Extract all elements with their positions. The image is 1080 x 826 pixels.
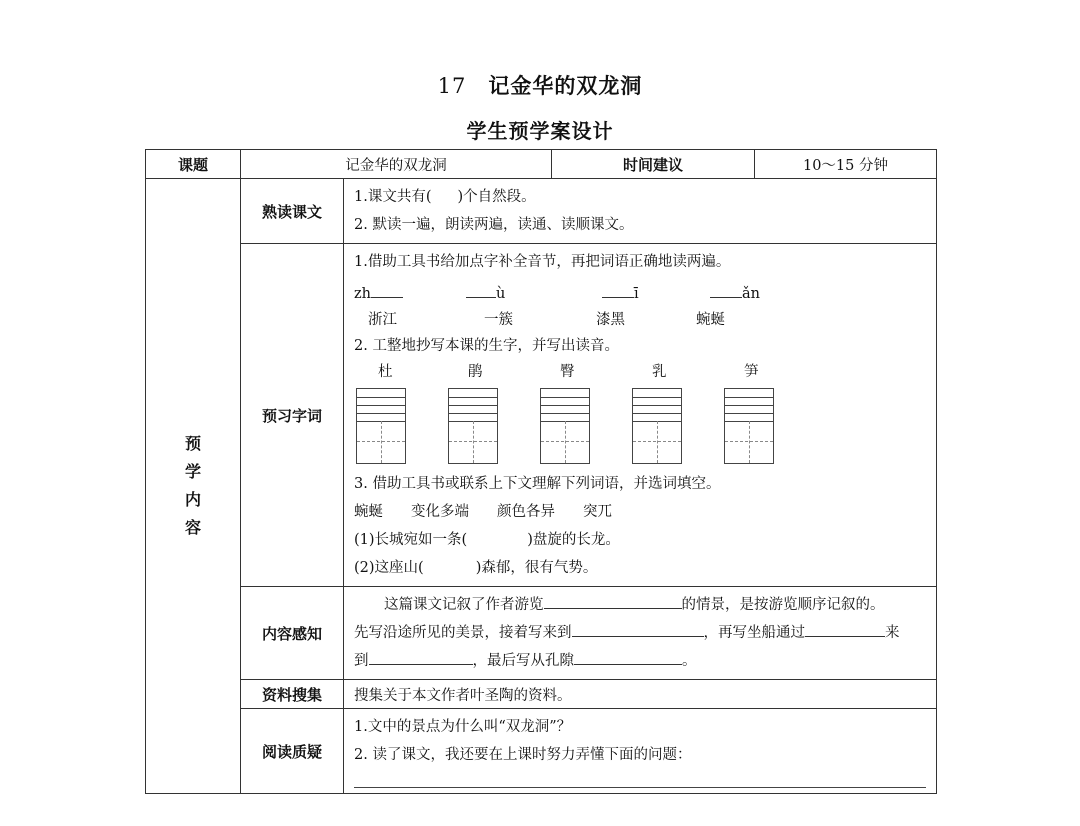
time-value: 10～15 分钟 <box>755 150 937 179</box>
option-1: 蜿蜒 <box>354 504 383 520</box>
lesson-number: 17 <box>437 74 467 98</box>
side-char: 预 <box>184 434 201 453</box>
lesson-title-text: 记金华的双龙洞 <box>488 74 643 98</box>
answer-line[interactable] <box>354 787 926 788</box>
section-content-content <box>344 587 937 680</box>
pinyin-2: ù <box>496 286 506 302</box>
side-label <box>146 179 241 794</box>
word-3: 漆黑 <box>596 312 625 328</box>
sentence1-pre: (1)长城宛如一条( <box>354 532 468 548</box>
content-p3a: 到 <box>354 653 369 669</box>
read-line1-pre: 1.课文共有( <box>354 189 432 205</box>
section-label-material: 资料搜集 <box>241 680 344 709</box>
char-1: 杜 <box>378 364 393 380</box>
char-4: 乳 <box>652 364 667 380</box>
content-p2a: 先写沿途所见的美景，接着写来到 <box>354 625 572 641</box>
option-2: 变化多端 <box>411 504 469 520</box>
side-char: 容 <box>184 518 201 537</box>
content-p3c: 。 <box>682 653 697 669</box>
word-options <box>354 498 926 526</box>
writing-grid[interactable] <box>724 388 774 464</box>
read-line2: 2. 默读一遍，朗读两遍，读通、读顺课文。 <box>354 217 634 233</box>
content-p1a: 这篇课文记叙了作者游览 <box>384 597 544 613</box>
question-q1: 1.文中的景点为什么叫“双龙洞”？ <box>354 719 572 735</box>
content-p2b: ，再写坐船通过 <box>703 625 805 641</box>
pinyin-row <box>354 276 926 304</box>
words-q2: 2. 工整地抄写本课的生字，并写出读音。 <box>354 338 619 354</box>
section-label-content: 内容感知 <box>241 587 344 680</box>
char-2: 鹃 <box>468 364 483 380</box>
material-text: 搜集关于本文作者叶圣陶的资料。 <box>344 680 937 709</box>
option-3: 颜色各异 <box>497 504 555 520</box>
section-label-read: 熟读课文 <box>241 179 344 244</box>
topic-value: 记金华的双龙洞 <box>241 150 552 179</box>
page-subtitle: 学生预学案设计 <box>466 119 614 143</box>
topic-label: 课题 <box>146 150 241 179</box>
char-3: 臀 <box>560 364 575 380</box>
word-4: 蜿蜒 <box>696 312 725 328</box>
content-p3b: ，最后写从孔隙 <box>472 653 574 669</box>
pinyin-4: ǎn <box>742 286 760 302</box>
section-label-words: 预习字词 <box>241 244 344 587</box>
lesson-title <box>0 70 1080 100</box>
prestudy-table <box>145 149 937 794</box>
writing-grid[interactable] <box>540 388 590 464</box>
words-q3: 3. 借助工具书或联系上下文理解下列词语，并选词填空。 <box>354 476 721 492</box>
section-words-content <box>344 244 937 587</box>
char-5: 笋 <box>744 364 759 380</box>
time-label: 时间建议 <box>552 150 755 179</box>
section-question-content <box>344 709 937 794</box>
words-q1: 1.借助工具书给加点字补全音节，再把词语正确地读两遍。 <box>354 254 731 270</box>
pinyin-1: zh <box>354 286 371 302</box>
sentence2-pre: (2)这座山( <box>354 560 424 576</box>
writing-grid[interactable] <box>448 388 498 464</box>
sentence1-post: )盘旋的长龙。 <box>527 532 620 548</box>
char-row <box>354 360 926 388</box>
sentence2-post: )森郁，很有气势。 <box>475 560 598 576</box>
writing-grid[interactable] <box>632 388 682 464</box>
read-line1-post: )个自然段。 <box>457 189 536 205</box>
writing-grid[interactable] <box>356 388 406 464</box>
word-row <box>354 304 926 332</box>
pinyin-3: ī <box>634 286 639 302</box>
side-char: 内 <box>184 490 201 509</box>
section-label-question: 阅读质疑 <box>241 709 344 794</box>
content-p1b: 的情景，是按游览顺序记叙的。 <box>681 597 885 613</box>
option-4: 突兀 <box>583 504 612 520</box>
section-read-content <box>344 179 937 244</box>
word-2: 一簇 <box>484 312 513 328</box>
word-1: 浙江 <box>368 312 397 328</box>
question-q2: 2. 读了课文，我还要在上课时努力弄懂下面的问题： <box>354 747 692 763</box>
content-p2c: 来 <box>885 625 900 641</box>
writing-grids <box>354 388 926 470</box>
side-char: 学 <box>184 462 201 481</box>
